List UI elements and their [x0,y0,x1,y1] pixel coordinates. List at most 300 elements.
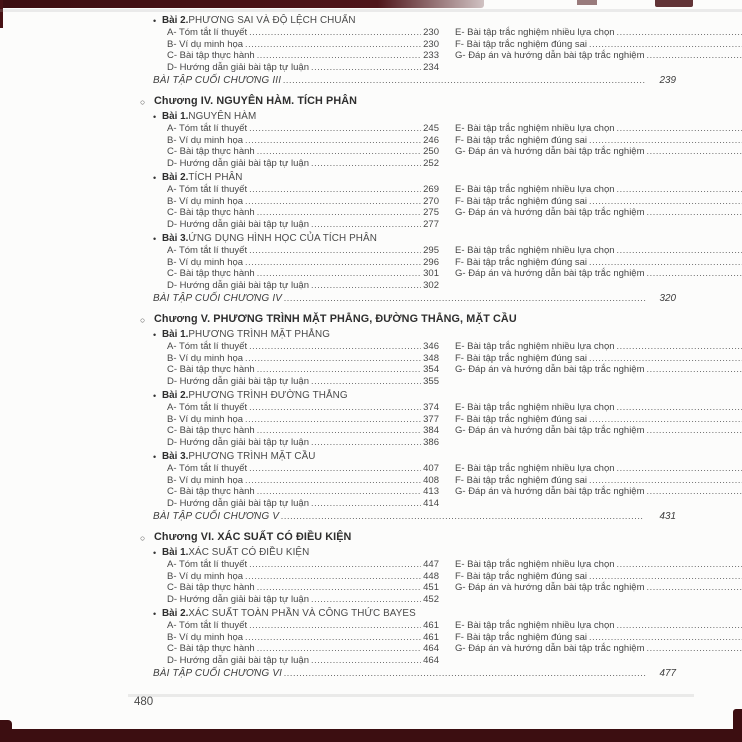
toc-entry-label: G- Đáp án và hướng dẫn bài tập trắc nghiệm [455,50,645,61]
dotted-leader [257,146,421,158]
toc-entry-label: D- Hướng dẫn giải bài tập tự luận [167,497,309,509]
toc-entry-page: 234 [423,61,439,73]
toc-entry-page: 451 [423,582,439,593]
page-number: 480 [134,696,154,708]
toc-entry-label: B- Ví dụ minh họa [167,631,244,643]
toc-entry-label: E- Bài tập trắc nghiệm nhiều lựa chọn [455,559,615,570]
dotted-leader [245,414,421,426]
dotted-leader [617,27,742,39]
lesson-number: Bài 1. [162,547,189,558]
dotted-leader [245,196,421,208]
entries-column-right [455,463,742,509]
toc-entry-label: B- Ví dụ minh họa [167,256,244,268]
toc-entry-page: 374 [423,402,439,413]
chapter-end-label: BÀI TẬP CUỐI CHƯƠNG V [153,511,280,522]
toc-entry-page: 230 [423,38,439,50]
dotted-leader [617,620,742,632]
entries-column-left [167,27,439,73]
dotted-leader [257,50,421,62]
dotted-leader [245,353,421,365]
dotted-leader [589,475,742,487]
lesson-number: Bài 3. [162,451,189,462]
dot-bullet-icon: • [153,329,157,340]
toc-entry [167,559,439,571]
dotted-leader [647,50,742,62]
toc-entry-label: C- Bài tập thực hành [167,643,255,654]
toc-entry [167,245,439,257]
dotted-leader [284,292,657,305]
dot-bullet-icon: • [153,390,157,401]
toc-entry-page: 301 [423,268,439,279]
toc-entry-label: E- Bài tập trắc nghiệm nhiều lựa chọn [455,463,615,474]
toc-entry-label: G- Đáp án và hướng dẫn bài tập trắc nghiệm [455,643,645,654]
book-cover-edge-top-mid [577,0,597,5]
toc-entry-label: G- Đáp án và hướng dẫn bài tập trắc nghiệm [455,425,645,436]
toc-entry-label: E- Bài tập trắc nghiệm nhiều lựa chọn [455,184,615,195]
lesson-title: XÁC SUẤT CÓ ĐIỀU KIỆN [188,547,310,558]
toc-entry-page: 377 [423,413,439,425]
chapter-end-entry [153,74,676,87]
chapter-end-label: BÀI TẬP CUỐI CHƯƠNG IV [153,293,283,304]
toc-entry-label: C- Bài tập thực hành [167,582,255,593]
lesson-number: Bài 1. [162,329,189,340]
dotted-leader [257,268,421,280]
chapter-end-page: 239 [659,75,676,86]
toc-entry-label: C- Bài tập thực hành [167,146,255,157]
toc-entry-label: B- Ví dụ minh họa [167,352,244,364]
lesson-heading [153,232,676,245]
toc-entry [167,280,439,292]
dotted-leader [245,571,421,583]
dotted-leader [647,268,742,280]
dotted-leader [617,184,742,196]
toc-entry [455,425,742,437]
dotted-leader [311,376,421,388]
chapter-end-page: 431 [659,511,676,522]
toc-entry-label: C- Bài tập thực hành [167,425,255,436]
toc-entry-page: 452 [423,593,439,605]
entries-column-right [455,123,742,169]
toc-entry-page: 448 [423,570,439,582]
lesson-entries [167,245,676,291]
toc-entry [455,364,742,376]
lesson-entries [167,341,676,387]
lesson-heading [153,546,676,559]
toc-entry-page: 346 [423,341,439,352]
circle-bullet-icon: ○ [140,315,146,325]
toc-entry [455,414,742,426]
dotted-leader [311,437,421,449]
toc-entry [167,475,439,487]
toc-entry [455,571,742,583]
chapter-end-page: 320 [659,293,676,304]
toc-entry-label: B- Ví dụ minh họa [167,134,244,146]
toc-entry-page: 461 [423,620,439,631]
toc-entry-label: F- Bài tập trắc nghiệm đúng sai [455,38,588,50]
lesson-number: Bài 2. [162,390,189,401]
toc-entry [455,268,742,280]
book-cover-edge-left [0,0,3,28]
lesson-title: XÁC SUẤT TOÀN PHẦN VÀ CÔNG THỨC BAYES [188,608,416,619]
toc-entry-label: F- Bài tập trắc nghiệm đúng sai [455,134,588,146]
book-cover-edge-bottom [0,729,742,742]
lesson-entries [167,123,676,169]
toc-entry-page: 464 [423,643,439,654]
dotted-leader [257,364,421,376]
toc-entry [455,245,742,257]
chapter-title: Chương V. PHƯƠNG TRÌNH MẶT PHẲNG, ĐƯỜNG THẲNG, MẶT CẦU [154,313,517,325]
dotted-leader [617,123,742,135]
toc-entry [167,39,439,51]
toc-entry-page: 414 [423,497,439,509]
toc-entry-label: E- Bài tập trắc nghiệm nhiều lựa chọn [455,27,615,38]
chapter-heading [140,95,676,108]
toc-entry-label: C- Bài tập thực hành [167,268,255,279]
toc-entry-label: A- Tóm tắt lí thuyết [167,123,248,134]
entries-column-left [167,463,439,509]
toc-entry-label: G- Đáp án và hướng dẫn bài tập trắc nghiệm [455,364,645,375]
toc-entry [167,158,439,170]
chapter-end-label: BÀI TẬP CUỐI CHƯƠNG III [153,75,282,86]
toc-entry [167,571,439,583]
dot-bullet-icon: • [153,233,157,244]
toc-entry-label: A- Tóm tắt lí thuyết [167,341,248,352]
toc-entry-page: 275 [423,207,439,218]
entries-column-right [455,245,742,291]
toc-entry [455,257,742,269]
dotted-leader [647,364,742,376]
toc-entry-page: 384 [423,425,439,436]
toc-entry [167,27,439,39]
toc-entry-label: D- Hướng dẫn giải bài tập tự luận [167,218,309,230]
toc-entry-page: 296 [423,256,439,268]
dotted-leader [249,27,421,39]
toc-entry [167,376,439,388]
entries-column-left [167,402,439,448]
chapter-heading [140,313,676,326]
toc-entry-label: F- Bài tập trắc nghiệm đúng sai [455,352,588,364]
dotted-leader [257,207,421,219]
chapter-end-page: 477 [659,668,676,679]
toc-entry [167,123,439,135]
lesson-title: ỨNG DỤNG HÌNH HỌC CỦA TÍCH PHÂN [188,233,377,244]
toc-entry [455,207,742,219]
toc-entry [455,632,742,644]
toc-entry [455,39,742,51]
toc-entry-label: D- Hướng dẫn giải bài tập tự luận [167,279,309,291]
toc-entry [167,643,439,655]
dotted-leader [311,158,421,170]
toc-entry-label: A- Tóm tắt lí thuyết [167,184,248,195]
toc-entry [455,643,742,655]
dotted-leader [647,582,742,594]
toc-entry [455,50,742,62]
toc-entry [455,184,742,196]
toc-entry [167,498,439,510]
lesson-title: NGUYÊN HÀM [188,111,257,122]
lesson-heading [153,450,676,463]
dot-bullet-icon: • [153,451,157,462]
toc-entry [167,620,439,632]
dotted-leader [245,475,421,487]
toc-entry-label: B- Ví dụ minh họa [167,195,244,207]
dot-bullet-icon: • [153,547,157,558]
toc-entry-label: C- Bài tập thực hành [167,486,255,497]
lesson-entries [167,559,676,605]
toc-entry-page: 245 [423,123,439,134]
toc-entry-label: F- Bài tập trắc nghiệm đúng sai [455,631,588,643]
toc-entry-label: A- Tóm tắt lí thuyết [167,27,248,38]
dotted-leader [249,341,421,353]
toc-entry [455,135,742,147]
dotted-leader [589,414,742,426]
entries-column-right [455,402,742,448]
dotted-leader [245,39,421,51]
toc-entry [167,50,439,62]
toc-entry-page: 269 [423,184,439,195]
toc-entry [167,184,439,196]
toc-entry-label: D- Hướng dẫn giải bài tập tự luận [167,375,309,387]
toc-entry [455,620,742,632]
entries-column-right [455,559,742,605]
toc-entry-page: 461 [423,631,439,643]
dotted-leader [589,257,742,269]
dotted-leader [589,571,742,583]
toc-entry-page: 246 [423,134,439,146]
toc-entry-label: F- Bài tập trắc nghiệm đúng sai [455,256,588,268]
lesson-heading [153,110,676,123]
toc-entry-label: F- Bài tập trắc nghiệm đúng sai [455,195,588,207]
dot-bullet-icon: • [153,608,157,619]
toc-entry-page: 386 [423,436,439,448]
toc-entry [455,341,742,353]
toc-entry [455,353,742,365]
dotted-leader [249,559,421,571]
lesson-number: Bài 2. [162,608,189,619]
toc-entry-label: E- Bài tập trắc nghiệm nhiều lựa chọn [455,245,615,256]
toc-entry [167,207,439,219]
lesson-title: PHƯƠNG TRÌNH ĐƯỜNG THẲNG [188,390,348,401]
toc-entry [167,582,439,594]
toc-entry [455,123,742,135]
book-cover-edge-bottom-right [733,709,742,742]
toc-entry-page: 447 [423,559,439,570]
lesson-heading [153,14,676,27]
dotted-leader [311,655,421,667]
lesson-title: TÍCH PHÂN [188,172,243,183]
toc-entry [455,486,742,498]
toc-entry [455,402,742,414]
toc-entry-page: 270 [423,195,439,207]
dotted-leader [311,280,421,292]
toc-entry-label: B- Ví dụ minh họa [167,413,244,425]
toc-entry-page: 413 [423,486,439,497]
toc-entry-page: 252 [423,157,439,169]
circle-bullet-icon: ○ [140,97,146,107]
dotted-leader [283,74,657,87]
dotted-leader [647,207,742,219]
dotted-leader [311,62,421,74]
chapter-heading [140,531,676,544]
toc-entry-label: D- Hướng dẫn giải bài tập tự luận [167,436,309,448]
dot-bullet-icon: • [153,15,157,26]
lesson-entries [167,402,676,448]
entries-column-left [167,559,439,605]
toc-entry-page: 302 [423,279,439,291]
toc-entry-label: G- Đáp án và hướng dẫn bài tập trắc nghiệm [455,146,645,157]
toc-entry-label: E- Bài tập trắc nghiệm nhiều lựa chọn [455,341,615,352]
lesson-entries [167,184,676,230]
dotted-leader [589,632,742,644]
entries-column-left [167,245,439,291]
toc-entry-label: B- Ví dụ minh họa [167,474,244,486]
dotted-leader [245,257,421,269]
toc-entry [167,414,439,426]
toc-entry-label: A- Tóm tắt lí thuyết [167,463,248,474]
lesson-number: Bài 1. [162,111,189,122]
toc-entry-label: D- Hướng dẫn giải bài tập tự luận [167,593,309,605]
toc-entry-label: G- Đáp án và hướng dẫn bài tập trắc nghiệm [455,486,645,497]
toc-entry-label: C- Bài tập thực hành [167,50,255,61]
toc-entry [455,559,742,571]
toc-entry [167,268,439,280]
dotted-leader [647,146,742,158]
toc-entry-label: A- Tóm tắt lí thuyết [167,559,248,570]
toc-entry-label: B- Ví dụ minh họa [167,570,244,582]
toc-entry-page: 348 [423,352,439,364]
toc-entry-label: C- Bài tập thực hành [167,364,255,375]
toc-entry [167,62,439,74]
toc-entry-label: E- Bài tập trắc nghiệm nhiều lựa chọn [455,402,615,413]
lesson-title: PHƯƠNG TRÌNH MẶT CẦU [188,451,316,462]
toc-entry-label: D- Hướng dẫn giải bài tập tự luận [167,654,309,666]
toc-entry-page: 408 [423,474,439,486]
lesson-number: Bài 3. [162,233,189,244]
toc-entry-page: 277 [423,218,439,230]
toc-entry [455,582,742,594]
dotted-leader [257,643,421,655]
toc-entry-page: 354 [423,364,439,375]
lesson-number: Bài 2. [162,15,189,26]
dotted-leader [249,620,421,632]
dotted-leader [589,135,742,147]
toc-entry-label: E- Bài tập trắc nghiệm nhiều lựa chọn [455,123,615,134]
entries-column-right [455,27,742,73]
dotted-leader [249,123,421,135]
toc-entry-label: B- Ví dụ minh họa [167,38,244,50]
dotted-leader [647,643,742,655]
toc-entry [167,463,439,475]
lesson-entries [167,27,676,73]
dotted-leader [589,196,742,208]
toc-entry-label: F- Bài tập trắc nghiệm đúng sai [455,413,588,425]
dotted-leader [257,582,421,594]
entries-column-right [455,620,742,666]
dotted-leader [647,425,742,437]
toc-entry-page: 230 [423,27,439,38]
toc-entry [167,632,439,644]
toc-entry [455,27,742,39]
dotted-leader [249,184,421,196]
toc-entry-page: 407 [423,463,439,474]
dotted-leader [311,219,421,231]
dotted-leader [249,245,421,257]
dotted-leader [257,425,421,437]
toc-entry-label: D- Hướng dẫn giải bài tập tự luận [167,157,309,169]
entries-column-left [167,184,439,230]
lesson-heading [153,328,676,341]
toc-entry [167,425,439,437]
toc-entry-label: G- Đáp án và hướng dẫn bài tập trắc nghiệm [455,268,645,279]
toc-entry-page: 355 [423,375,439,387]
toc-entry-label: F- Bài tập trắc nghiệm đúng sai [455,474,588,486]
dotted-leader [257,486,421,498]
toc-entry [167,353,439,365]
chapter-end-entry [153,667,676,680]
dotted-leader [589,353,742,365]
entries-column-left [167,620,439,666]
dotted-leader [245,632,421,644]
toc-entry-page: 233 [423,50,439,61]
toc-entry [167,146,439,158]
toc-entry [167,135,439,147]
book-cover-edge-top-left [0,0,484,8]
toc-entry-label: G- Đáp án và hướng dẫn bài tập trắc nghiệm [455,582,645,593]
dot-bullet-icon: • [153,111,157,122]
scan-streak-bottom [128,694,694,697]
toc-entry [167,594,439,606]
entries-column-right [455,341,742,387]
chapter-end-entry [153,292,676,305]
toc-entry [167,219,439,231]
dotted-leader [311,594,421,606]
toc-entry [167,402,439,414]
table-of-contents [140,12,676,681]
book-cover-edge-bottom-left [0,720,12,742]
lesson-heading [153,389,676,402]
dotted-leader [245,135,421,147]
chapter-title: Chương IV. NGUYÊN HÀM. TÍCH PHÂN [154,95,358,107]
dot-bullet-icon: • [153,172,157,183]
dotted-leader [249,463,421,475]
chapter-end-label: BÀI TẬP CUỐI CHƯƠNG VI [153,668,283,679]
dotted-leader [617,245,742,257]
toc-entry [455,196,742,208]
toc-entry [167,196,439,208]
toc-entry [167,486,439,498]
dotted-leader [589,39,742,51]
toc-entry-label: A- Tóm tắt lí thuyết [167,402,248,413]
toc-entry [167,655,439,667]
entries-column-left [167,341,439,387]
toc-entry-page: 295 [423,245,439,256]
entries-column-left [167,123,439,169]
lesson-number: Bài 2. [162,172,189,183]
toc-entry [455,463,742,475]
dotted-leader [617,341,742,353]
lesson-heading [153,607,676,620]
toc-entry-label: A- Tóm tắt lí thuyết [167,620,248,631]
toc-entry [167,437,439,449]
dotted-leader [281,510,657,523]
lesson-heading [153,171,676,184]
toc-entry-label: D- Hướng dẫn giải bài tập tự luận [167,61,309,73]
circle-bullet-icon: ○ [140,533,146,543]
toc-entry [455,146,742,158]
dotted-leader [249,402,421,414]
chapter-title: Chương VI. XÁC SUẤT CÓ ĐIỀU KIỆN [154,531,352,543]
toc-entry [167,341,439,353]
